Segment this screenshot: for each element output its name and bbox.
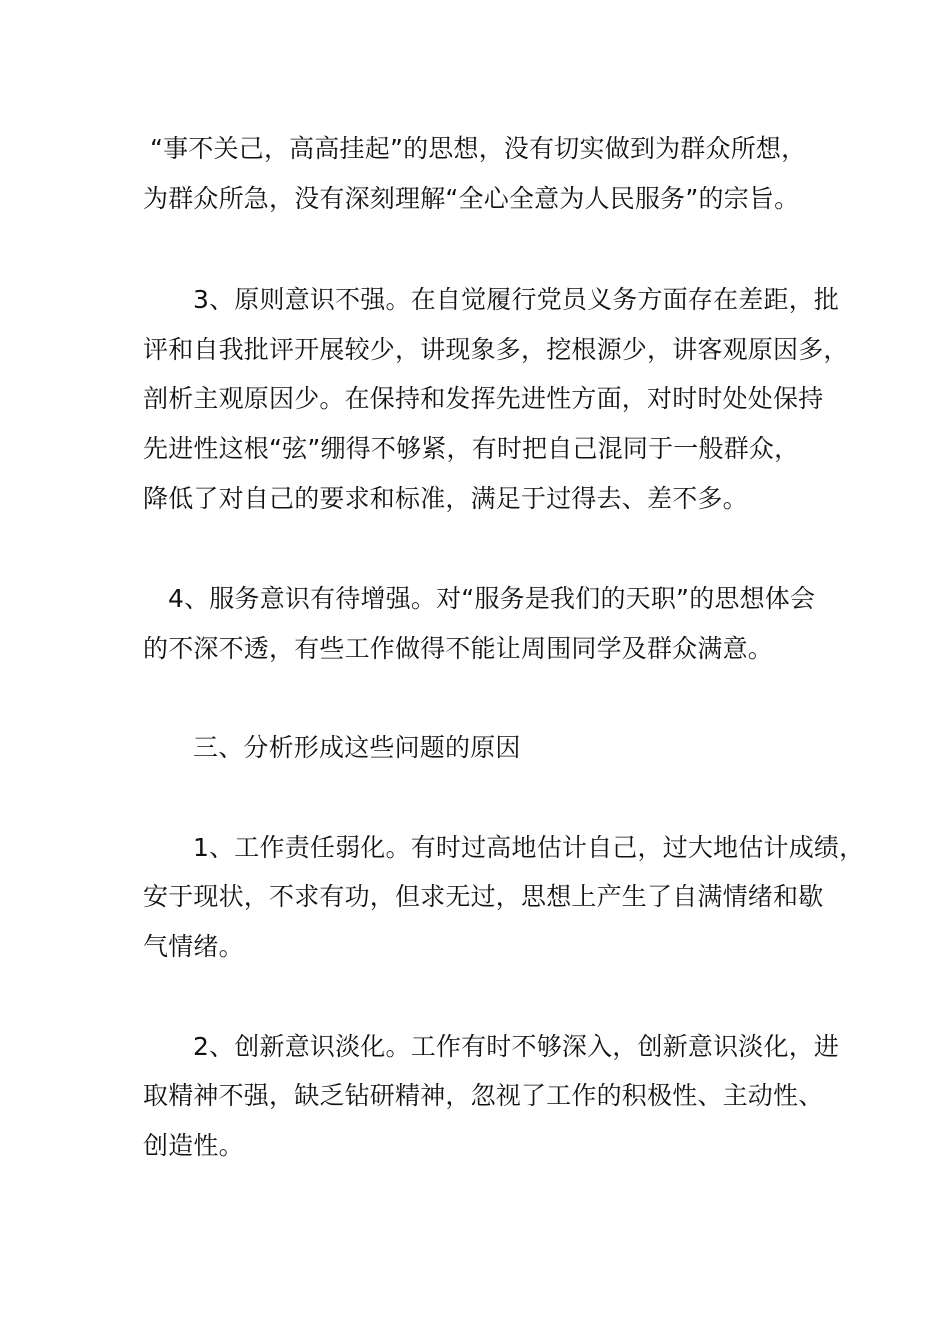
text-line: 1、工作责任弱化。有时过高地估计自己，过大地估计成绩，	[193, 833, 865, 862]
section-heading: 三、分析形成这些问题的原因	[193, 733, 521, 762]
text-line: 剖析主观原因少。在保持和发挥先进性方面，对时时处处保持	[143, 384, 824, 413]
text-line: 2、创新意识淡化。工作有时不够深入，创新意识淡化，进	[193, 1032, 840, 1061]
text-line: 3、原则意识不强。在自觉履行党员义务方面存在差距，批	[193, 285, 840, 314]
text-line: 为群众所急，没有深刻理解“全心全意为人民服务”的宗旨。	[143, 184, 800, 213]
text-line: 取精神不强，缺乏钻研精神，忽视了工作的积极性、主动性、	[143, 1081, 824, 1110]
text-line: 气情绪。	[143, 932, 244, 961]
text-line: 安于现状，不求有功，但求无过，思想上产生了自满情绪和歇	[143, 882, 824, 911]
text-line: “事不关己，高高挂起”的思想，没有切实做到为群众所想，	[150, 134, 807, 163]
text-line: 创造性。	[143, 1131, 244, 1160]
text-line: 的不深不透，有些工作做得不能让周围同学及群众满意。	[143, 634, 774, 663]
text-line: 评和自我批评开展较少，讲现象多，挖根源少，讲客观原因多，	[143, 335, 849, 364]
text-line: 4、服务意识有待增强。对“服务是我们的天职”的思想体会	[168, 584, 816, 613]
text-line: 降低了对自己的要求和标准，满足于过得去、差不多。	[143, 484, 748, 513]
text-line: 先进性这根“弦”绷得不够紧，有时把自己混同于一般群众，	[143, 434, 800, 463]
